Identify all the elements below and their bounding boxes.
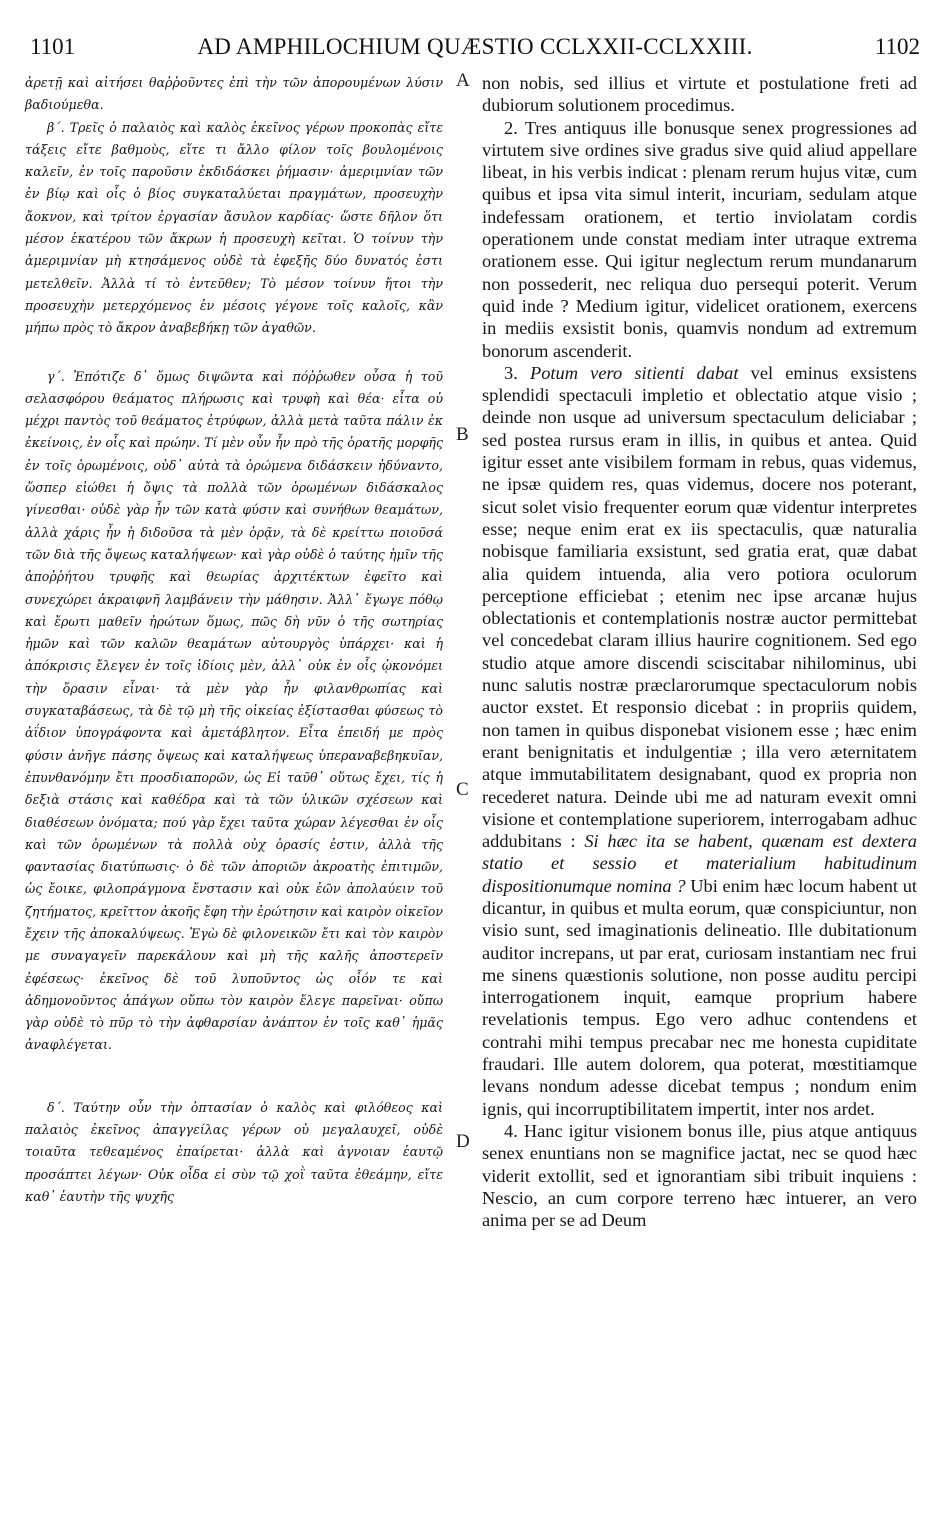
lemma-italic: Potum vero sitienti dabat	[529, 362, 739, 383]
latin-paragraph-2-body-cont: Ubi enim hæc locum habent ut dicantur, in quibus et multa eorum, quæ conspiciuntur, non visio sunt, sed imaginationis delineatio. Ille dubitationum auditor increpans, ut par erat, curiosam instantiam nec frui me sinens quæstionis solutione, non posse auditu percipi interrogationem inquit, eamque proprium habere revelationis tempus. Ego vero adhuc contendens et contrahi mihi tempus precabar nec me honesta cupiditate fraudari. Ille autem dolorem, qua poterat, mœstitiamque levans nondum adesse dicebat tempus ; nondum enim ignis, qui incorruptibilitatem impertit, inter nos ardet.	[482, 875, 917, 1119]
running-header	[30, 34, 920, 64]
latin-paragraph-2-body: vel eminus exsistens splendidi spectaculi impletio et oblectatio atque visio ; deinde non usque ad universum spectaculum deliciabar ; sed postea rursus eram in illis, in quibus et antea. Quid igitur esset ante visibilem formam in rebus, quas videmus, ne ipsæ quidem res, quas videmus, docere nos poterant, sicut solet visio frequenter eorum quæ videntur interpretes esse; neque enim erat ex iis spectaculis, quæ naturalia nobisque familiaria exsistunt, sed gratia erat, quæ dabat alia quidem intuenda, alia vero potiora oculorum perceptione efficiebat ; etenim nec ipse arcanæ hujus oblectationis et contemplationis nostræ auctor permittebat vel concedebat claram illius haurire cognitionem. Sed ego studio atque amore discendi sciscitabar nihilominus, ubi nunc salutis nostræ præclarorumque spectaculorum nobis auctor exstet. Et responsio dicebat : in propriis quidem, non tamen in quibus disponebat visionem esse ; hæc enim erant benignitatis et indulgentiæ ; illa vero æternitatem atque immutabilitatem designabant, quod ex propria non recederet natura. Deinde ubi me ad naturam evexit omni visione et contemplatione superiorem, interrogabam adhuc addubitans :	[482, 362, 917, 852]
latin-paragraph-3: 4. Hanc igitur visionem bonus ille, pius atque antiquus senex enuntians non se magnifice jactat, nec se quod hæc viderit extollit, sed et ignorantiam sibi tribuit inquiens : Nescio, an cum corpore terreno hæc intuerer, an vero anima per se ad Deum	[482, 1120, 917, 1231]
greek-paragraph-0: ἀρετῇ καὶ αἰτήσει θαῤῥοῦντες ἐπὶ τὴν τῶν ἀπορουμένων λύσιν βαδιούμεθα.	[25, 75, 443, 113]
quoted-question-italic: Si hæc ita se habent, quænam est dextera statio et sessio et materialium habitudinum dispositionumque nomina ?	[482, 831, 917, 896]
greek-paragraph-1: β΄. Τρεῖς ὁ παλαιὸς καὶ καλὸς ἐκεῖνος γέρων προκοπὰς εἴτε τάξεις εἴτε βαθμοὺς, εἴτε τι ἄλλο φίλον τοῖς βουλομένοις καλεῖν, ἐν τοῖς παροῦσιν ἐκδιδάσκει ῥήμασιν· ἀμεριμνίαν τῶν ἐν βίῳ καὶ οἷς ὁ βίος συγκαταλύεται πραγμάτων, προσευχὴν ἄοκνον, καὶ τρίτον ἐργασίαν ἄσυλον καρδίας· ὥστε δῆλον ὅτι μέσον ἑκατέρου τῶν ἄκρων ἡ προσευχὴ κεῖται. Ὁ τοίνυν τὴν ἀμεριμνίαν μὴ κτησάμενος οὐδὲ τὰ ἐφεξῆς δύο δυνατός ἐστι μετελθεῖν. Ἀλλὰ τί τὸ ἐντεῦθεν; Τὸ μέσον τοίνυν ἤτοι τὴν προσευχὴν μετερχόμενος ἐν μέσοις γέγονε τοῖς καλοῖς, κἂν μήπω πρὸς τὸ ἄκρον ἀναβεβήκῃ τῶν ἀγαθῶν.	[25, 119, 443, 336]
page-number-right: 1102	[874, 34, 920, 59]
running-title: AD AMPHILOCHIUM QUÆSTIO CCLXXII-CCLXXIII.	[197, 34, 753, 59]
margin-letter-d: D	[456, 1131, 470, 1152]
latin-column	[482, 72, 917, 1231]
greek-paragraph-3: δ΄. Ταύτην οὖν τὴν ὀπτασίαν ὁ καλὸς καὶ φιλόθεος καὶ παλαιὸς ἐκεῖνος ἀπαγγείλας γέρων οὐ μεγαλαυχεῖ, οὐδὲ τοιαῦτα τεθεαμένος ἐπαίρεται· ἀλλὰ καὶ ἀγνοιαν ἑαυτῷ προσάπτει λέγων· Οὐκ οἶδα εἰ σὺν τῷ χοῒ ταῦτα ἐθεάμην, εἴτε καθ᾽ ἑαυτὴν τῆς ψυχῆς	[25, 1099, 443, 1204]
margin-letter-b: B	[456, 424, 469, 445]
latin-paragraph-2	[482, 362, 917, 1120]
paragraph-number: 3.	[504, 362, 518, 383]
latin-paragraph-0: non nobis, sed illius et virtute et postulatione freti ad dubiorum solutionem procedimus.	[482, 73, 917, 116]
margin-letter-c: C	[456, 779, 469, 800]
latin-paragraph-1: 2. Tres antiquus ille bonusque senex progressiones ad virtutem sive ordines sive gradus sive quid aliud appellare libeat, in his verbis indicat : plenam rerum hujus vitæ, cum quibus et ipsa vita simul interit, incuriam, sedulam atque indefessam orationem, et tertio inviolatam cordis operationem unde constat mediam inter utraque extrema orationem esse. Qui igitur neglectum rerum mundanarum non possederit, nec reliqua duo persequi poterit. Verum quid inde ? Medium igitur, videlicet orationem, exercens in mediis exsistit bonis, quamvis nondum ad extremum bonorum ascenderit.	[482, 117, 917, 361]
greek-paragraph-2: γ΄. Ἐπότιζε δ᾽ ὅμως διψῶντα καὶ πόῤῥωθεν οὖσα ἡ τοῦ σελασφόρου θεάματος πλήρωσις καὶ τρυφὴ καὶ θέα· εἶτα οὐ μέχρι παντὸς τοῦ θεάματος ἐτρύφων, ἀλλὰ μετὰ ταῦτα πάλιν ἐκ ἐκείνοις, ἐν οἷς καὶ πρώην. Τί μὲν οὖν ἦν πρὸ τῆς ὁρατῆς μορφῆς ἐν τοῖς ὁρωμένοις, οὐδ᾽ αὐτὰ τὰ ὁρώμενα διδάσκειν ἠδύναντο, ὥσπερ εἰώθει ἡ ὄψις τὰ πολλὰ τῶν ὁρωμένων διδάσκαλος γίνεσθαι· οὐδὲ γὰρ ἦν τῶν κατὰ φύσιν καὶ συνήθων θεαμάτων, ἀλλὰ χάρις ἦν ἡ διδοῦσα τὰ μὲν ὁρᾷν, τὰ δὲ κρείττω ποιοῦσά τῶν διὰ τῆς ὄψεως καταλήψεων· καὶ γὰρ οὐδὲ ὁ ταύτης ἡμῖν τῆς ἀποῤῥήτου τρυφῆς καὶ θεωρίας ἀρχιτέκτων ἐφεῖτο καὶ συνεχώρει ἀκραιφνῆ λαμβάνειν τὴν μάθησιν. Ἀλλ᾽ ἔγωγε πόθῳ καὶ ἔρωτι μαθεῖν ἠρώτων ὅμως, πῶς δὴ νῦν ὁ τῆς σωτηρίας ἡμῶν καὶ τῶν καλῶν θεαμάτων αὐτουργὸς ὑπάρχει· καὶ ἡ ἀπόκρισις ἔλεγεν ἐν τοῖς ἰδίοις μὲν, ἀλλ᾽ οὐκ ἐν οἷς ᾠκονόμει τὴν ὅρασιν εἶναι· τὰ μὲν γὰρ ἦν φιλανθρωπίας καὶ συγκαταβάσεως, τὰ δὲ τῷ μὴ τῆς οἰκείας ἐξίστασθαι φύσεως τὸ ἀΐδιον ὑπογράφοντα καὶ ἀμετάβλητον. Εἶτα ἐπειδή με πρὸς φύσιν ἀνῆγε πάσης ὄψεως καὶ καταλήψεως ὑπεραναβεβηκυῖαν, ἐπυνθανόμην ἔτι προσδιαπορῶν, ὡς Εἰ ταῦθ᾽ οὕτως ἔχει, τίς ἡ δεξιὰ στάσις καὶ καθέδρα καὶ τὰ τῶν ὑλικῶν σχέσεων καὶ διαθέσεων ὀνόματα; πού γὰρ ἔχει ταῦτα χώραν λέγεσθαι ἐν οἷς καὶ τῶν ὁρωμένων τὰ πολλὰ οὐχ ὁρασίς ἐστιν, ἀλλὰ τῆς φαντασίας διατύπωσις· ὁ δὲ τῶν ἀποριῶν ἀκροατὴς ἐπιτιμῶν, ὡς ἔοικε, φιλοπράγμονα ἔνστασιν καὶ οὐκ ἐῶν ἀπολαύειν τοῦ ζητήματος, κρεῖττον ἀκοῆς ἔφη τὴν ἐρώτησιν καὶ καιρὸν οἰκεῖον ἔχειν τῆς ἀποκαλύψεως. Ἐγὼ δὲ φιλονεικῶν ἔτι καὶ τὸν καιρὸν με συναγαγεῖν παρεκάλουν καὶ μὴ τῆς καλῆς ἀποστερεῖν ἐφέσεως· ἐκεῖνος δὲ τοῦ λυποῦντος ὡς οἷόν τε καὶ ἀδημονοῦντος ἀπάγων οὔπω τὸν καιρὸν ἔλεγε παρεῖναι· οὔπω γὰρ οὐδὲ τὸ πῦρ τὸ τὴν ἀφθαρσίαν ἀνάπτον ἐν τοῖς καθ᾽ ἡμᾶς ἀναφλέγεται.	[25, 368, 443, 1053]
margin-letter-a: A	[456, 70, 470, 91]
greek-column	[25, 72, 443, 1208]
page-number-left: 1101	[30, 34, 76, 59]
